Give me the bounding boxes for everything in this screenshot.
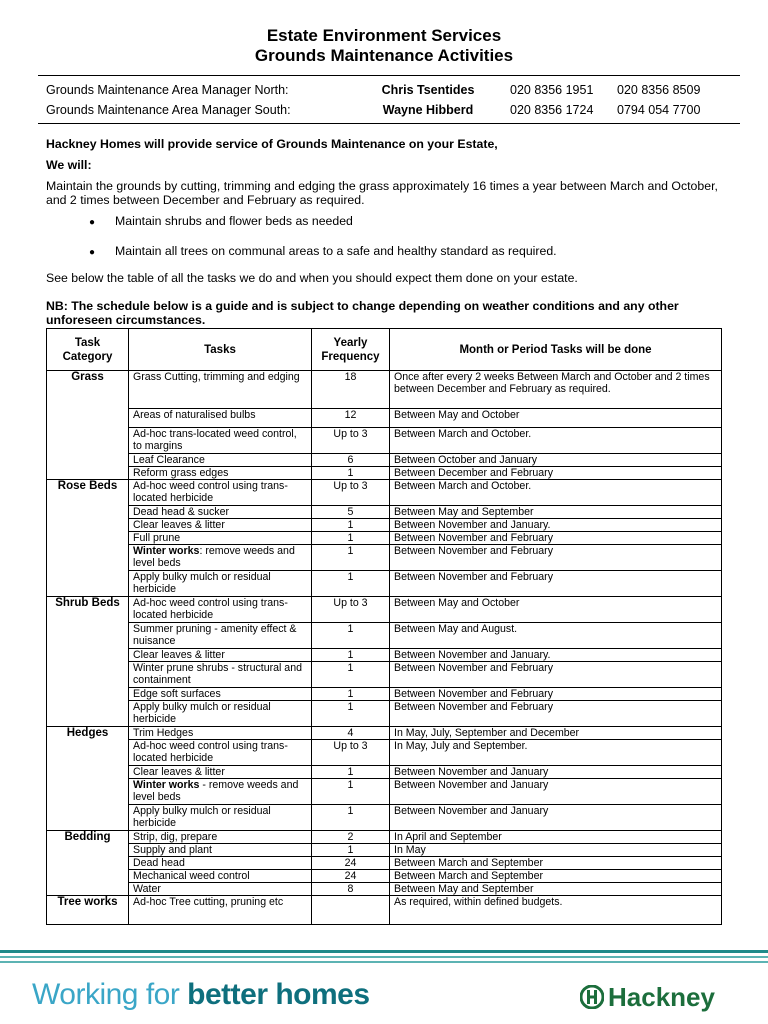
bullet-icon: ● [89,217,96,228]
header-yearly-frequency: Yearly Frequency [312,329,390,371]
frequency-cell: 1 [312,688,390,701]
table-row [47,831,722,844]
title-line-2: Grounds Maintenance Activities [254,46,514,65]
task-cell: Ad-hoc trans-located weed control, to margins [129,428,312,454]
table-row [47,727,722,740]
task-cell: Trim Hedges [129,727,312,740]
category-cell-bedding: Bedding [47,831,129,896]
bullet-text: Maintain shrubs and flower beds as needed [115,214,353,228]
frequency-cell: 1 [312,519,390,532]
manager-row-south [38,100,740,120]
frequency-cell: 1 [312,844,390,857]
task-cell: Ad-hoc Tree cutting, pruning etc [129,896,312,925]
task-cell: Ad-hoc weed control using trans-located herbicide [129,597,312,623]
task-cell: Grass Cutting, trimming and edging [129,371,312,409]
footer-rule [0,950,768,966]
period-cell: Between November and February [390,688,722,701]
frequency-cell: 1 [312,649,390,662]
frequency-cell: 2 [312,831,390,844]
category-cell-rose-beds: Rose Beds [47,480,129,597]
table-row [47,409,722,428]
period-cell: Between October and January [390,454,722,467]
manager-row-north [38,80,740,100]
table-row [47,454,722,467]
task-cell: Apply bulky mulch or residual herbicide [129,701,312,727]
period-cell: Between November and February [390,662,722,688]
table-row [47,857,722,870]
frequency-cell: 6 [312,454,390,467]
table-row [47,662,722,688]
footer-line [0,961,768,963]
period-cell: In April and September [390,831,722,844]
task-cell: Dead head [129,857,312,870]
table-row [47,701,722,727]
bullet-item [89,214,353,230]
category-cell-shrub-beds: Shrub Beds [47,597,129,727]
period-cell: Between November and February [390,701,722,727]
table-row [47,623,722,649]
task-cell: Reform grass edges [129,467,312,480]
period-cell: Between November and February [390,545,722,571]
period-cell: Between November and January [390,766,722,779]
frequency-cell: 12 [312,409,390,428]
brand-name: Hackney [608,982,715,1012]
task-prefix: Winter works [133,779,200,791]
frequency-cell: 5 [312,506,390,519]
table-row [47,688,722,701]
frequency-cell: Up to 3 [312,597,390,623]
period-cell: Between March and September [390,857,722,870]
title-line-1: Estate Environment Services [266,26,502,45]
period-cell: Between November and January. [390,649,722,662]
table-row [47,649,722,662]
manager-phone-alt: 020 8356 8509 [617,83,701,97]
slogan-part: homes [275,978,370,1011]
task-cell: Edge soft surfaces [129,688,312,701]
frequency-cell: 8 [312,883,390,896]
table-row [47,467,722,480]
bullet-item [89,244,557,260]
table-row [47,506,722,519]
table-header-row [47,329,722,371]
task-cell: Mechanical weed control [129,870,312,883]
period-cell: Between May and August. [390,623,722,649]
see-below-text: See below the table of all the tasks we do and when you should expect them done on your estate. [46,271,578,285]
frequency-cell: 1 [312,623,390,649]
period-cell: In May, July and September. [390,740,722,766]
period-cell: Between May and October [390,409,722,428]
table-row [47,870,722,883]
hackney-h-icon [580,985,604,1009]
footer-line [0,950,768,953]
frequency-cell: 18 [312,371,390,409]
category-cell-grass: Grass [47,371,129,480]
category-cell-hedges: Hedges [47,727,129,831]
table-row [47,571,722,597]
period-cell: Between May and September [390,506,722,519]
slogan-part: better [187,978,276,1011]
task-text: - remove weeds and level beds [133,779,299,803]
table-row [47,597,722,623]
task-cell: Supply and plant [129,844,312,857]
table-row [47,371,722,409]
table-row [47,896,722,925]
period-cell: As required, within defined budgets. [390,896,722,925]
task-prefix: Winter works [133,545,200,557]
task-cell [129,779,312,805]
table-row [47,545,722,571]
frequency-cell: 1 [312,467,390,480]
frequency-cell [312,896,390,925]
header-period: Month or Period Tasks will be done [390,329,722,371]
table-row [47,428,722,454]
frequency-cell: 1 [312,779,390,805]
bullet-text: Maintain all trees on communal areas to a safe and healthy standard as required. [115,244,557,258]
period-cell: Once after every 2 weeks Between March and October and 2 times between December and February as required. [390,371,722,409]
task-cell: Strip, dig, prepare [129,831,312,844]
manager-role: Grounds Maintenance Area Manager North: [46,83,289,97]
task-cell: Dead head & sucker [129,506,312,519]
table-row [47,519,722,532]
period-cell: Between March and October. [390,428,722,454]
intro-paragraph: Maintain the grounds by cutting, trimming and edging the grass approximately 16 times a year between March and October, and 2 times between December and February as required. [46,179,718,207]
frequency-cell: Up to 3 [312,428,390,454]
task-cell: Areas of naturalised bulbs [129,409,312,428]
period-cell: Between November and January [390,805,722,831]
footer-slogan [32,978,370,1012]
task-cell: Apply bulky mulch or residual herbicide [129,571,312,597]
frequency-cell: 1 [312,545,390,571]
table-row [47,766,722,779]
period-cell: Between November and January. [390,519,722,532]
frequency-cell: 4 [312,727,390,740]
slogan-part: Working for [32,978,188,1011]
period-cell: Between November and January [390,779,722,805]
footer-line [0,956,768,958]
table-row [47,883,722,896]
task-cell: Clear leaves & litter [129,766,312,779]
manager-phone: 020 8356 1724 [510,103,594,117]
intro-heading: Hackney Homes will provide service of Grounds Maintenance on your Estate, [46,137,498,151]
period-cell: Between May and September [390,883,722,896]
hackney-logo [580,982,715,1013]
manager-phone: 020 8356 1951 [510,83,594,97]
document-title [0,26,768,66]
frequency-cell: 1 [312,805,390,831]
manager-name: Chris Tsentides [381,83,475,97]
we-will-label: We will: [46,158,92,172]
task-cell: Leaf Clearance [129,454,312,467]
task-cell: Apply bulky mulch or residual herbicide [129,805,312,831]
task-cell: Water [129,883,312,896]
frequency-cell: 24 [312,857,390,870]
period-cell: In May [390,844,722,857]
manager-name: Wayne Hibberd [382,103,474,117]
task-cell: Clear leaves & litter [129,519,312,532]
category-cell-tree-works: Tree works [47,896,129,925]
manager-role: Grounds Maintenance Area Manager South: [46,103,291,117]
task-cell: Clear leaves & litter [129,649,312,662]
period-cell: Between December and February [390,467,722,480]
table-row [47,779,722,805]
task-text: : remove weeds and level beds [133,545,295,569]
frequency-cell: Up to 3 [312,740,390,766]
manager-phone-alt: 0794 054 7700 [617,103,701,117]
table-row [47,480,722,506]
task-cell: Ad-hoc weed control using trans-located herbicide [129,480,312,506]
frequency-cell: 1 [312,766,390,779]
frequency-cell: 24 [312,870,390,883]
task-cell: Summer pruning - amenity effect & nuisance [129,623,312,649]
period-cell: Between November and February [390,532,722,545]
table-row [47,805,722,831]
table-row [47,740,722,766]
bullet-icon: ● [89,247,96,258]
task-cell [129,545,312,571]
table-row [47,844,722,857]
header-task-category: Task Category [47,329,129,371]
period-cell: Between November and February [390,571,722,597]
period-cell: Between March and October. [390,480,722,506]
table-row [47,532,722,545]
task-cell: Full prune [129,532,312,545]
nb-note: NB: The schedule below is a guide and is subject to change depending on weather conditions and any other unforeseen circumstances. [46,299,679,327]
maintenance-schedule-table [46,328,722,925]
period-cell: Between May and October [390,597,722,623]
frequency-cell: 1 [312,532,390,545]
managers-contact-block [38,75,740,124]
period-cell: In May, July, September and December [390,727,722,740]
period-cell: Between March and September [390,870,722,883]
frequency-cell: 1 [312,662,390,688]
frequency-cell: Up to 3 [312,480,390,506]
header-tasks: Tasks [129,329,312,371]
frequency-cell: 1 [312,571,390,597]
frequency-cell: 1 [312,701,390,727]
task-cell: Winter prune shrubs - structural and containment [129,662,312,688]
task-cell: Ad-hoc weed control using trans-located herbicide [129,740,312,766]
